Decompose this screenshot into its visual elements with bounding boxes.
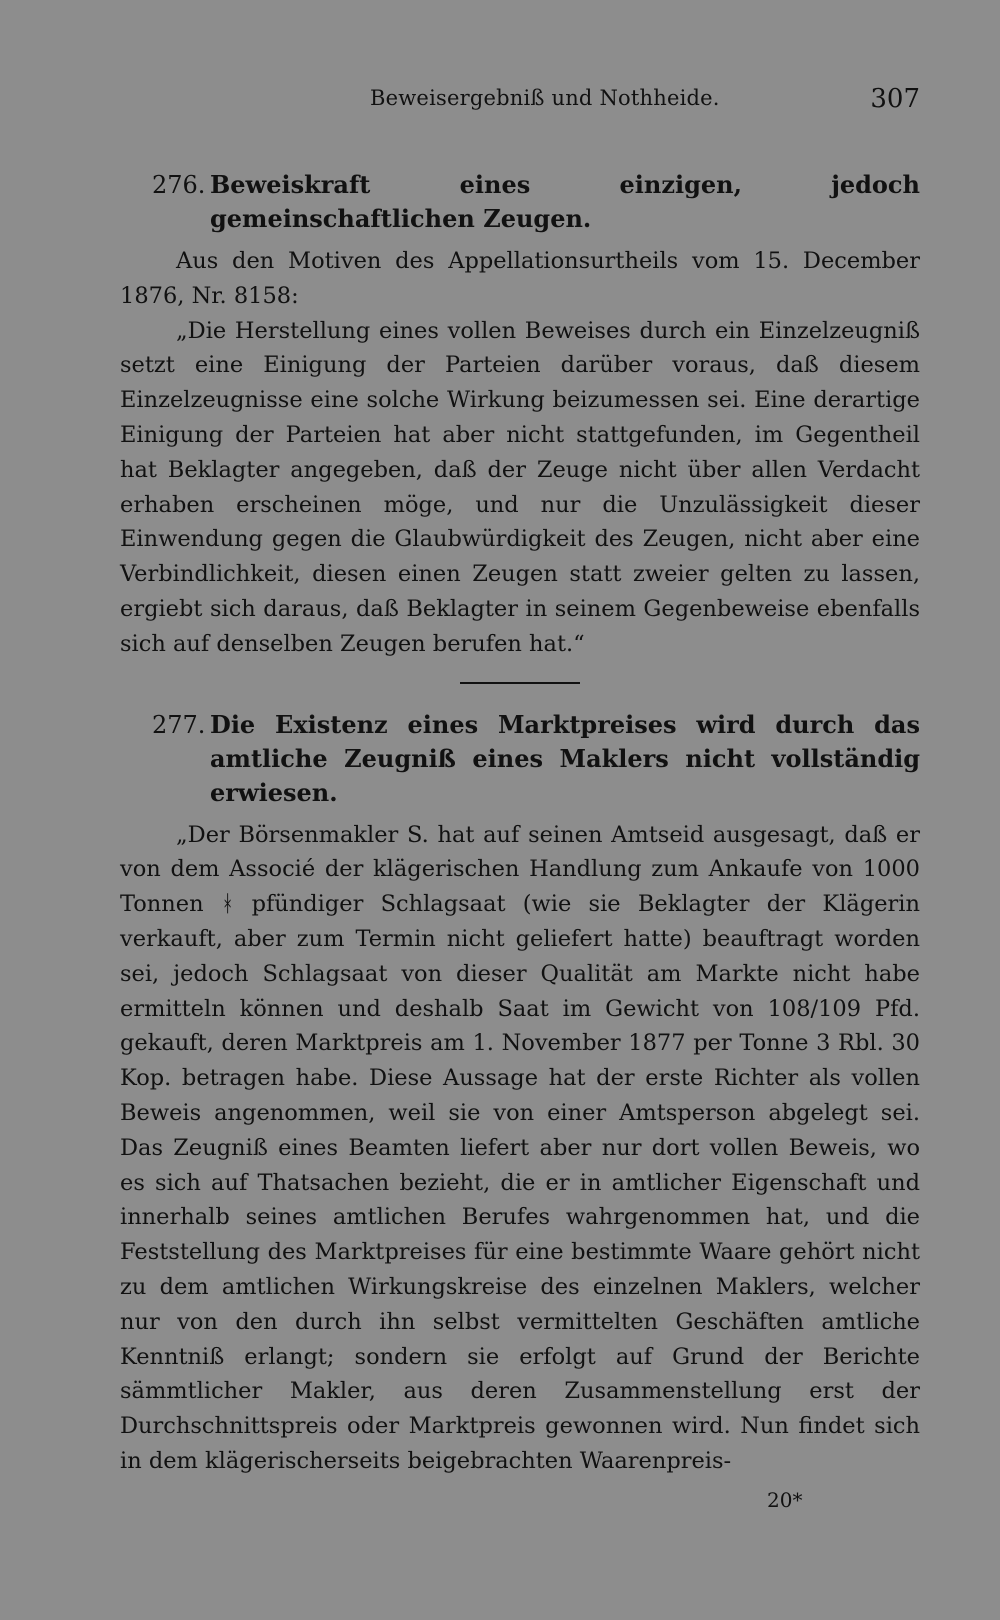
page-content (120, 168, 920, 1479)
running-head: Beweisergebniß und Nothheide. (370, 86, 720, 110)
source-citation: Aus den Motiven des Appellationsurtheils vom 15. December 1876, Nr. 8158: (120, 248, 920, 309)
section-title: Die Existenz eines Marktpreises wird durch das amtliche Zeugniß eines Maklers nicht vollständig erwiesen. (210, 709, 920, 807)
section-276 (120, 168, 920, 662)
signature-mark: 20* (767, 1488, 803, 1512)
section-heading (120, 168, 920, 236)
quoted-paragraph: „Die Herstellung eines vollen Beweises durch ein Einzelzeugniß setzt eine Einigung der Parteien darüber voraus, daß diesem Einzelzeugnisse eine solche Wirkung beizumessen sei. Eine derartige Einigung der Parteien hat aber nicht stattgefunden, im Gegentheil hat Beklagter angegeben, daß der Zeuge nicht über allen Verdacht erhaben erscheinen möge, und nur die Unzulässigkeit dieser Einwendung gegen die Glaubwürdigkeit des Zeugen, nicht aber eine Verbindlichkeit, diesen einen Zeugen statt zweier gelten zu lassen, ergiebt sich daraus, daß Beklagter in seinem Gegenbeweise ebenfalls sich auf denselben Zeugen berufen hat.“ (120, 317, 920, 657)
section-divider (460, 682, 580, 684)
page-number: 307 (870, 84, 920, 114)
section-number: 277. (152, 710, 206, 739)
section-heading (120, 708, 920, 810)
section-277 (120, 708, 920, 1479)
page-header (120, 86, 920, 126)
body-paragraph: „Der Börsenmakler S. hat auf seinen Amtseid ausgesagt, daß er von dem Associé der klägerischen Handlung zum Ankaufe von 1000 Tonnen ᚼ pfündiger Schlagsaat (wie sie Beklagter der Klägerin verkauft, aber zum Termin nicht geliefert hatte) beauftragt worden sei, jedoch Schlagsaat von dieser Qualität am Markte nicht habe ermitteln können und deshalb Saat im Gewicht von 108/109 Pfd. gekauft, deren Marktpreis am 1. November 1877 per Tonne 3 Rbl. 30 Kop. betragen habe. Diese Aussage hat der erste Richter als vollen Beweis angenommen, weil sie von einer Amtsperson abgelegt sei. Das Zeugniß eines Beamten liefert aber nur dort vollen Beweis, wo es sich auf Thatsachen bezieht, die er in amtlicher Eigenschaft und innerhalb seines amtlichen Berufes wahrgenommen hat, und die Feststellung des Marktpreises für eine bestimmte Waare gehört nicht zu dem amtlichen Wirkungskreise des einzelnen Maklers, welcher nur von den durch ihn selbst vermittelten Geschäften amtliche Kenntniß erlangt; sondern sie erfolgt auf Grund der Berichte sämmtlicher Makler, aus deren Zusammenstellung erst der Durchschnittspreis oder Marktpreis gewonnen wird. Nun findet sich in dem klägerischerseits beigebrachten Waarenpreis- (120, 821, 920, 1474)
section-number: 276. (152, 171, 206, 199)
section-title: Beweiskraft eines einzigen, jedoch gemeinschaftlichen Zeugen. (210, 170, 920, 233)
